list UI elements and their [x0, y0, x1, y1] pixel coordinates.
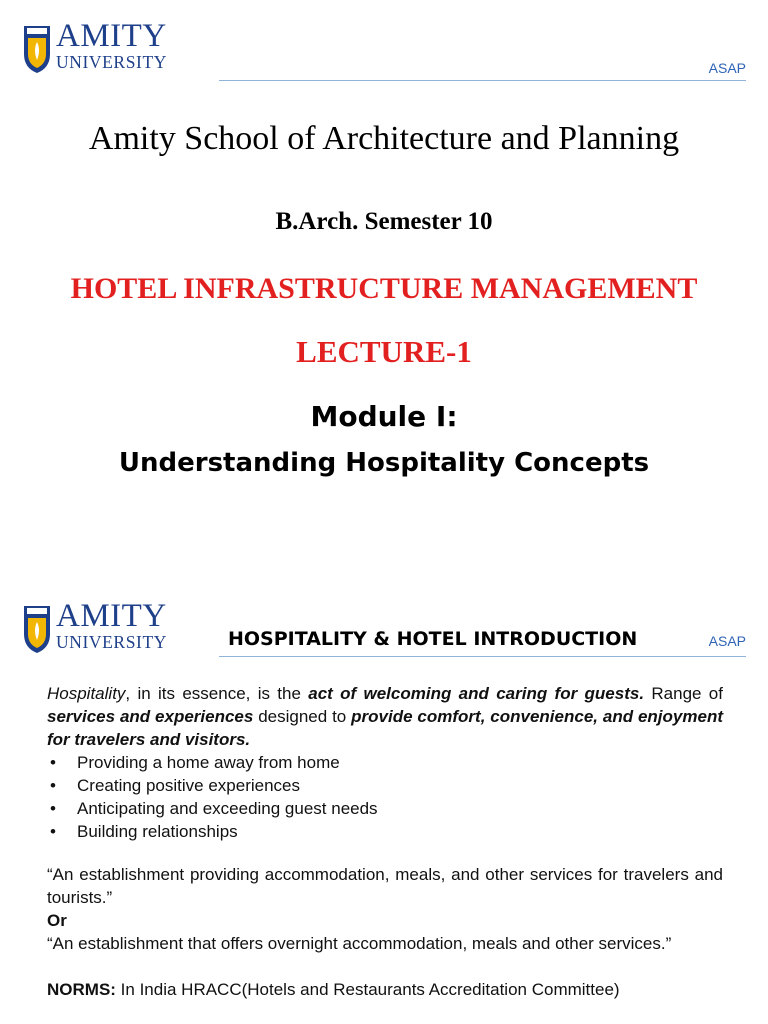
module-heading: Module I:	[310, 400, 458, 433]
intro-text: Range of	[644, 684, 723, 703]
definition-1: “An establishment providing accommodation, meals, and other services for travelers and tourists.”	[47, 865, 723, 907]
asap-tag: ASAP	[708, 60, 746, 76]
list-item: • Anticipating and exceeding guest needs	[47, 797, 723, 820]
amity-seal-icon	[22, 604, 52, 654]
header-rule	[219, 656, 746, 657]
logo-subword: UNIVERSITY	[56, 632, 167, 652]
list-item: • Building relationships	[47, 820, 723, 843]
intro-text: , in its essence, is the	[125, 684, 309, 703]
list-item: • Creating positive experiences	[47, 774, 723, 797]
intro-term: Hospitality	[47, 684, 126, 703]
amity-logo	[22, 18, 202, 78]
norms-label: NORMS:	[47, 980, 116, 999]
logo-subword: UNIVERSITY	[56, 52, 167, 72]
intro-emphasis: services and experiences	[47, 707, 254, 726]
school-name: Amity School of Architecture and Planning	[88, 120, 680, 157]
list-item: • Providing a home away from home	[47, 751, 723, 774]
asap-tag: ASAP	[708, 633, 746, 649]
content-slide	[0, 590, 768, 1024]
intro-emphasis: provide comfort, convenience, and enjoyment for travelers and visitors.	[47, 707, 723, 749]
definition-2: “An establishment that offers overnight accommodation, meals and other services.”	[47, 934, 672, 953]
intro-text: designed to	[253, 707, 352, 726]
or-label: Or	[47, 911, 67, 930]
semester-label: B.Arch. Semester 10	[275, 208, 493, 235]
amity-seal-icon	[22, 24, 52, 74]
norms-text: In India HRACC(Hotels and Restaurants Accreditation Committee)	[115, 980, 620, 999]
logo-wordmark: AMITY	[56, 598, 167, 634]
header-rule	[219, 80, 746, 81]
lecture-number: LECTURE-1	[296, 334, 472, 369]
slide-body	[47, 682, 723, 1001]
slide-title: HOSPITALITY & HOTEL INTRODUCTION	[228, 628, 638, 650]
hospitality-intro	[47, 682, 723, 751]
slide-gap	[0, 548, 768, 590]
amity-logo	[22, 598, 202, 658]
hospitality-bullets	[47, 751, 723, 843]
norms-line	[47, 978, 723, 1001]
intro-emphasis: act of welcoming and caring for guests.	[308, 684, 645, 703]
course-title: HOTEL INFRASTRUCTURE MANAGEMENT	[70, 272, 698, 305]
module-title: Understanding Hospitality Concepts	[118, 448, 650, 478]
logo-wordmark: AMITY	[56, 18, 167, 54]
